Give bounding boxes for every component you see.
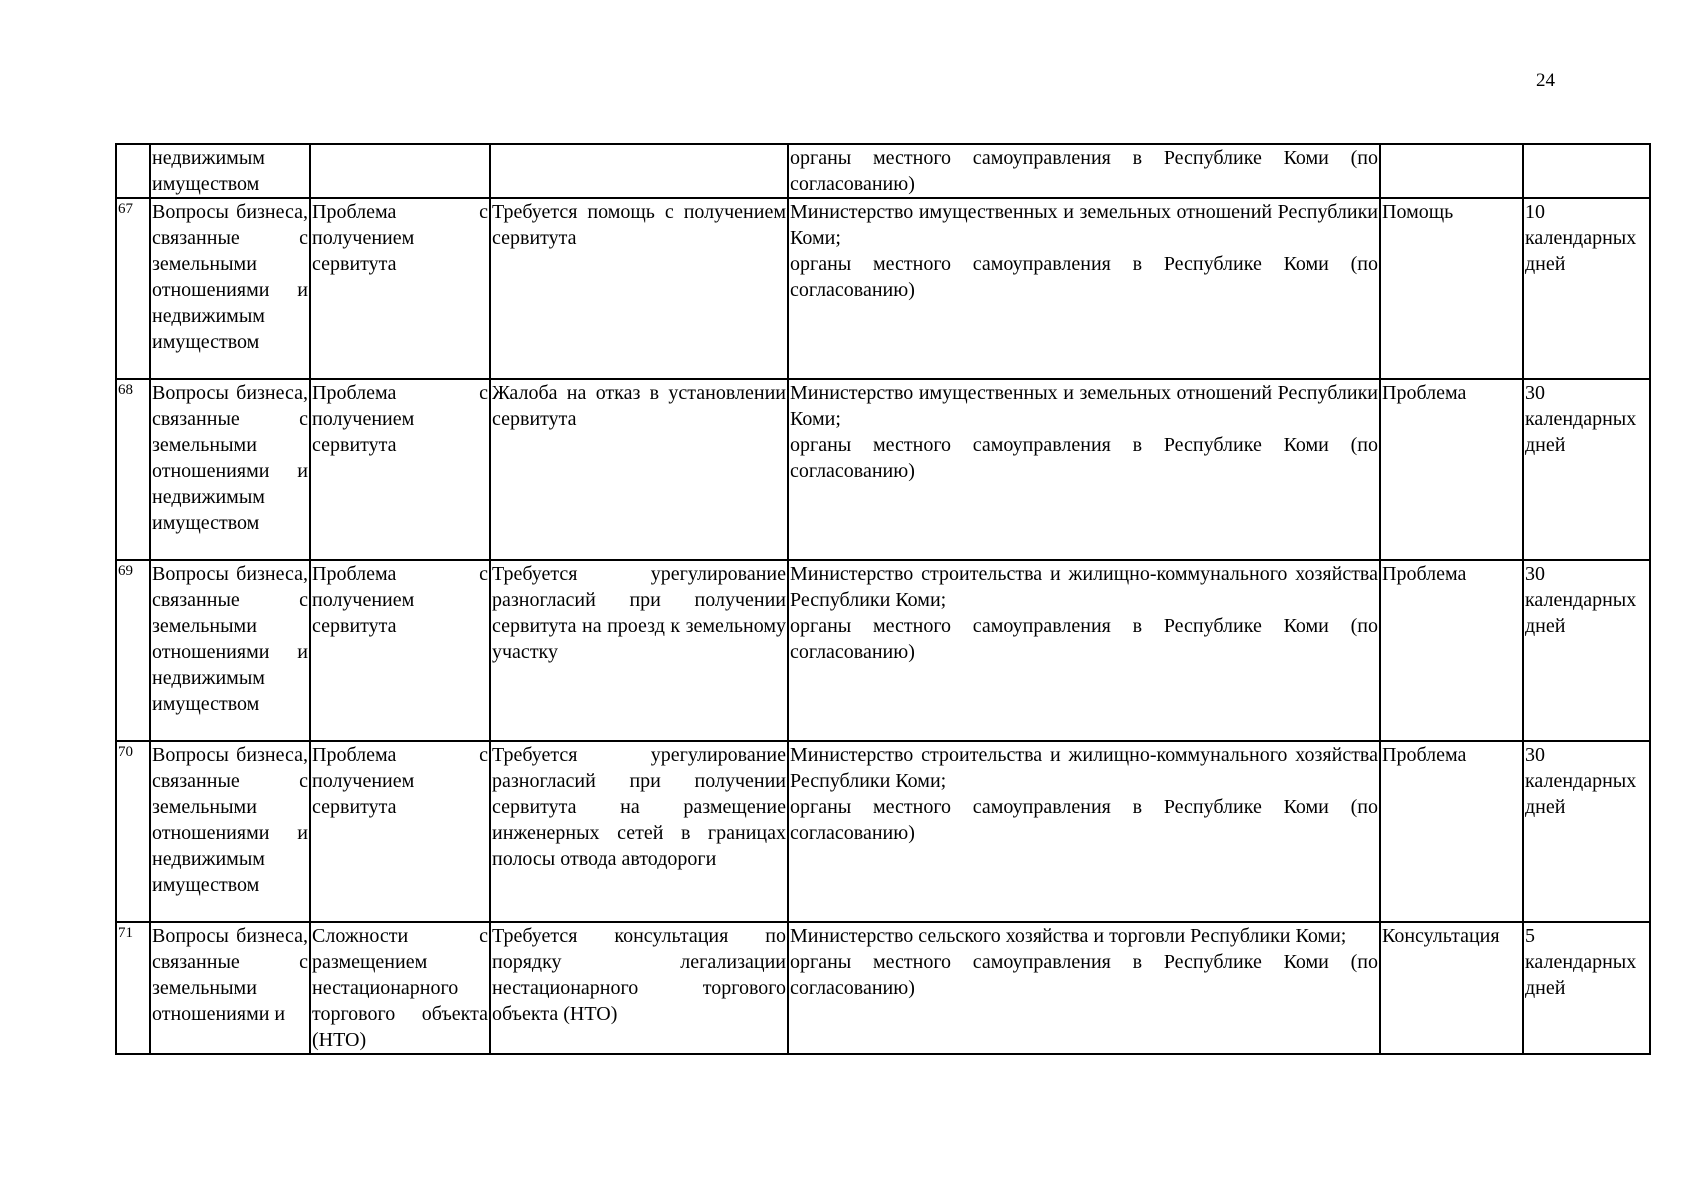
- category-cell: Вопросы бизнеса, связанные с земельными отношениями и недвижимым имуществом: [150, 741, 310, 922]
- row-number: 68: [116, 379, 150, 560]
- type-cell: Проблема: [1380, 379, 1523, 560]
- category-cell: Вопросы бизнеса, связанные с земельными отношениями и: [150, 922, 310, 1054]
- problem-cell: [310, 144, 490, 198]
- category-cell: Вопросы бизнеса, связанные с земельными отношениями и недвижимым имуществом: [150, 379, 310, 560]
- term-cell: 10 календарных дней: [1523, 198, 1650, 379]
- table-row: [116, 560, 1650, 741]
- responsible-cell: Министерство сельского хозяйства и торговли Республики Коми; органы местного самоуправления в Республике Коми (по согласованию): [788, 922, 1380, 1054]
- table-row: [116, 379, 1650, 560]
- responsible-cell: Министерство строительства и жилищно-коммунального хозяйства Республики Коми; органы местного самоуправления в Республике Коми (по согласованию): [788, 560, 1380, 741]
- page-number: 24: [1536, 70, 1555, 91]
- table-row: [116, 198, 1650, 379]
- row-number: 70: [116, 741, 150, 922]
- description-cell: Требуется урегулирование разногласий при получении сервитута на проезд к земельному участку: [490, 560, 788, 741]
- type-cell: Консультация: [1380, 922, 1523, 1054]
- table-row: [116, 741, 1650, 922]
- table-row: [116, 144, 1650, 198]
- row-number: [116, 144, 150, 198]
- description-cell: Требуется консультация по порядку легализации нестационарного торгового объекта (НТО): [490, 922, 788, 1054]
- row-number: 71: [116, 922, 150, 1054]
- row-number: 67: [116, 198, 150, 379]
- type-cell: Помощь: [1380, 198, 1523, 379]
- problem-cell: Проблема с получением сервитута: [310, 379, 490, 560]
- problem-cell: Проблема с получением сервитута: [310, 560, 490, 741]
- description-cell: Жалоба на отказ в установлении сервитута: [490, 379, 788, 560]
- description-cell: Требуется урегулирование разногласий при получении сервитута на размещение инженерных сетей в границах полосы отвода автодороги: [490, 741, 788, 922]
- responsible-cell: органы местного самоуправления в Республике Коми (по согласованию): [788, 144, 1380, 198]
- type-cell: [1380, 144, 1523, 198]
- term-cell: [1523, 144, 1650, 198]
- category-cell: Вопросы бизнеса, связанные с земельными отношениями и недвижимым имуществом: [150, 560, 310, 741]
- term-cell: 30 календарных дней: [1523, 379, 1650, 560]
- description-cell: Требуется помощь с получением сервитута: [490, 198, 788, 379]
- category-cell: недвижимым имуществом: [150, 144, 310, 198]
- description-cell: [490, 144, 788, 198]
- type-cell: Проблема: [1380, 560, 1523, 741]
- problem-cell: Проблема с получением сервитута: [310, 198, 490, 379]
- category-cell: Вопросы бизнеса, связанные с земельными отношениями и недвижимым имуществом: [150, 198, 310, 379]
- term-cell: 30 календарных дней: [1523, 560, 1650, 741]
- problem-cell: Сложности с размещением нестационарного торгового объекта (НТО): [310, 922, 490, 1054]
- row-number: 69: [116, 560, 150, 741]
- type-cell: Проблема: [1380, 741, 1523, 922]
- services-table: [115, 143, 1651, 1055]
- responsible-cell: Министерство имущественных и земельных отношений Республики Коми; органы местного самоуправления в Республике Коми (по согласованию): [788, 198, 1380, 379]
- responsible-cell: Министерство имущественных и земельных отношений Республики Коми; органы местного самоуправления в Республике Коми (по согласованию): [788, 379, 1380, 560]
- term-cell: 30 календарных дней: [1523, 741, 1650, 922]
- problem-cell: Проблема с получением сервитута: [310, 741, 490, 922]
- term-cell: 5 календарных дней: [1523, 922, 1650, 1054]
- responsible-cell: Министерство строительства и жилищно-коммунального хозяйства Республики Коми; органы местного самоуправления в Республике Коми (по согласованию): [788, 741, 1380, 922]
- table-row: [116, 922, 1650, 1054]
